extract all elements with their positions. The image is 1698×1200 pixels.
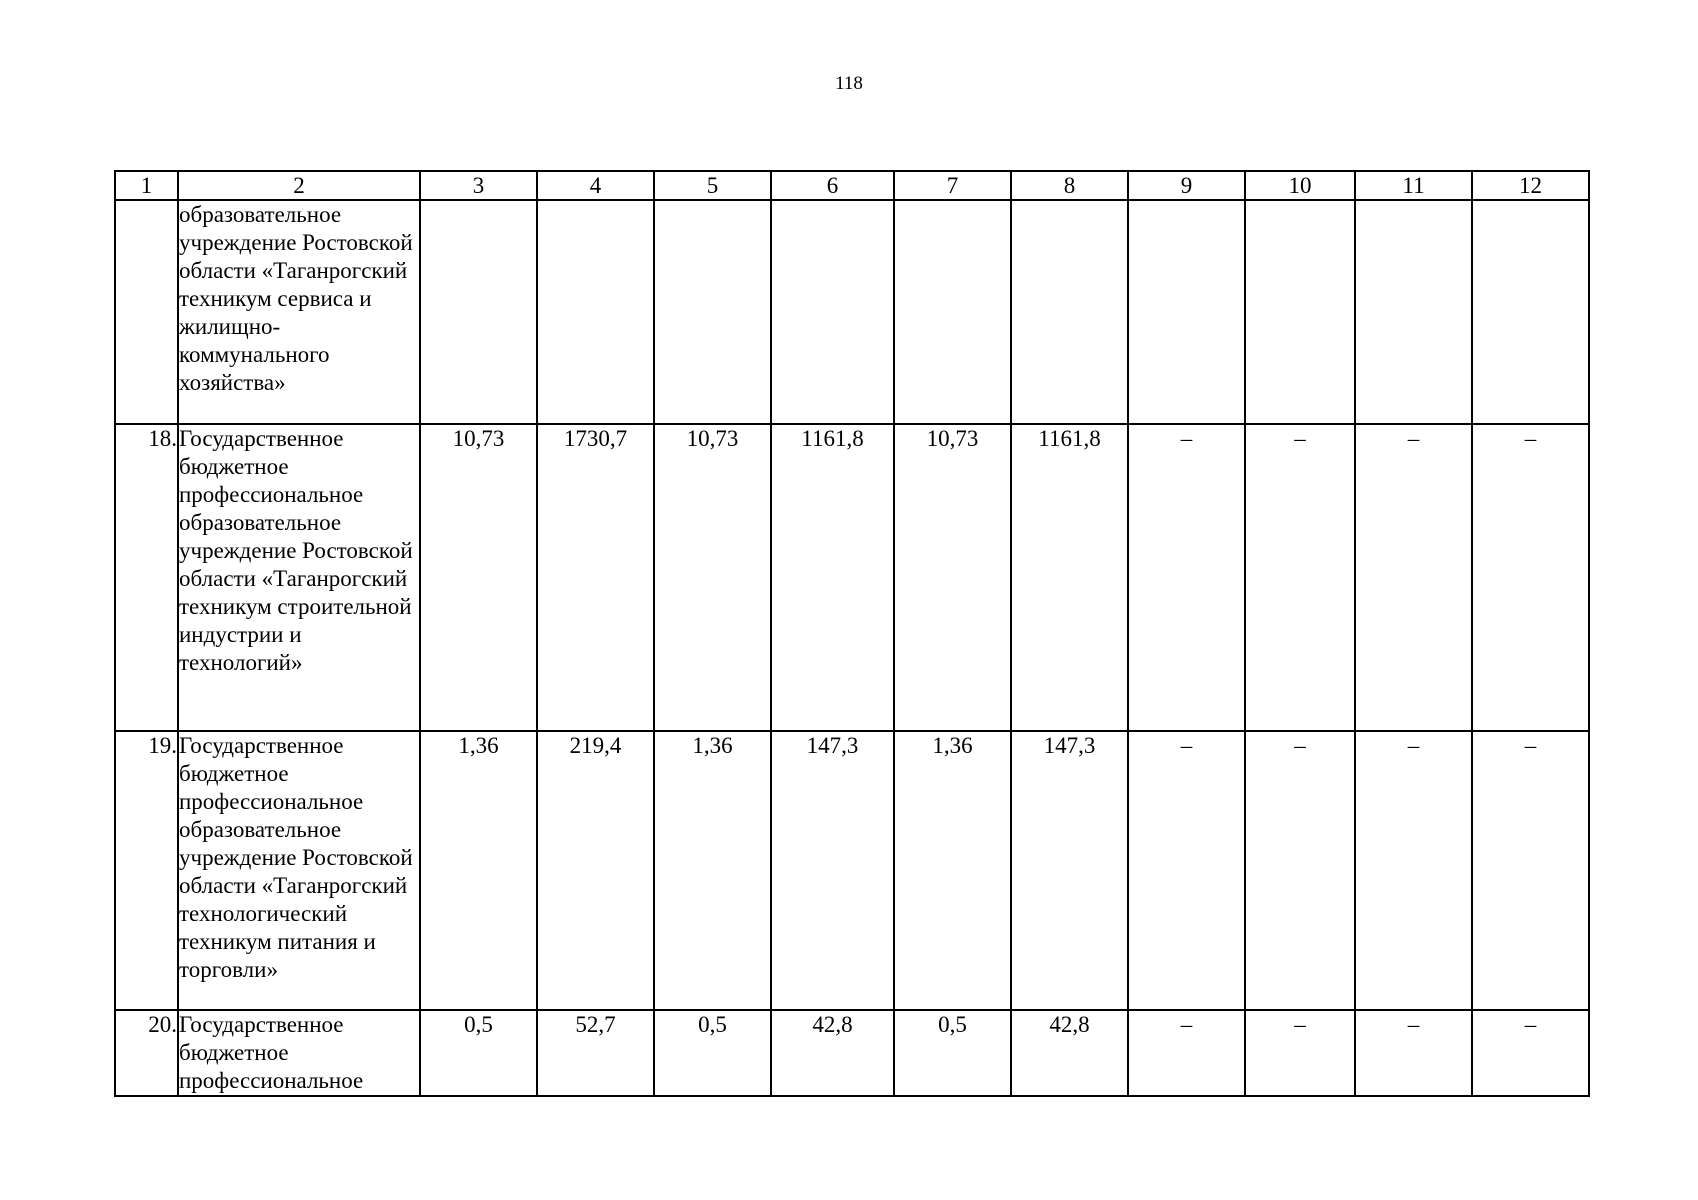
cell-col-11: – [1355,1010,1472,1096]
cell-col-6: 1161,8 [771,424,894,731]
cell-col-12: – [1472,424,1589,731]
cell-col-12: – [1472,1010,1589,1096]
cell-col-6: 42,8 [771,1010,894,1096]
cell-col-9: – [1128,731,1245,1010]
row-number: 19. [115,731,178,1010]
cell-col-10: – [1245,731,1355,1010]
cell [654,200,771,424]
table-row [115,731,1589,1010]
institution-name: образовательное учреждение Ростовской области «Таганрогский техникум сервиса и жилищно-коммунального хозяйства» [178,200,420,424]
table-row [115,1010,1589,1096]
cell-col-8: 1161,8 [1011,424,1128,731]
column-header-3: 3 [420,171,537,200]
column-header-10: 10 [1245,171,1355,200]
cell-col-9: – [1128,424,1245,731]
cell-col-3: 1,36 [420,731,537,1010]
column-header-8: 8 [1011,171,1128,200]
cell-col-3: 10,73 [420,424,537,731]
cell-col-4: 1730,7 [537,424,654,731]
cell [894,200,1011,424]
cell-col-9: – [1128,1010,1245,1096]
data-table [114,170,1590,1097]
column-header-9: 9 [1128,171,1245,200]
cell-col-5: 0,5 [654,1010,771,1096]
table-row [115,424,1589,731]
column-header-1: 1 [115,171,178,200]
cell [1355,200,1472,424]
column-header-12: 12 [1472,171,1589,200]
row-number: 18. [115,424,178,731]
cell [1128,200,1245,424]
column-header-4: 4 [537,171,654,200]
institution-name: Государственное бюджетное профессиональное образовательное учреждение Ростовской области «Таганрогский техникум строительной индустрии и технологий» [178,424,420,731]
institution-name: Государственное бюджетное профессиональное образовательное учреждение Ростовской области «Таганрогский технологический техникум питания и торговли» [178,731,420,1010]
cell [537,200,654,424]
column-header-7: 7 [894,171,1011,200]
cell-col-12: – [1472,731,1589,1010]
row-number: 20. [115,1010,178,1096]
cell-col-7: 1,36 [894,731,1011,1010]
cell [1472,200,1589,424]
institution-name: Государственное бюджетное профессиональное [178,1010,420,1096]
cell-col-5: 10,73 [654,424,771,731]
cell-col-6: 147,3 [771,731,894,1010]
page-number: 118 [835,73,863,94]
cell-col-4: 219,4 [537,731,654,1010]
header-row [115,171,1589,200]
column-header-2: 2 [178,171,420,200]
cell [771,200,894,424]
cell-col-3: 0,5 [420,1010,537,1096]
cell-col-10: – [1245,1010,1355,1096]
cell-col-5: 1,36 [654,731,771,1010]
cell-col-10: – [1245,424,1355,731]
cell [1011,200,1128,424]
table-row-continuation [115,200,1589,424]
column-header-5: 5 [654,171,771,200]
row-number [115,200,178,424]
cell-col-11: – [1355,424,1472,731]
cell-col-8: 42,8 [1011,1010,1128,1096]
cell-col-8: 147,3 [1011,731,1128,1010]
cell [1245,200,1355,424]
cell-col-7: 10,73 [894,424,1011,731]
cell-col-11: – [1355,731,1472,1010]
cell-col-7: 0,5 [894,1010,1011,1096]
cell [420,200,537,424]
column-header-6: 6 [771,171,894,200]
column-header-11: 11 [1355,171,1472,200]
cell-col-4: 52,7 [537,1010,654,1096]
